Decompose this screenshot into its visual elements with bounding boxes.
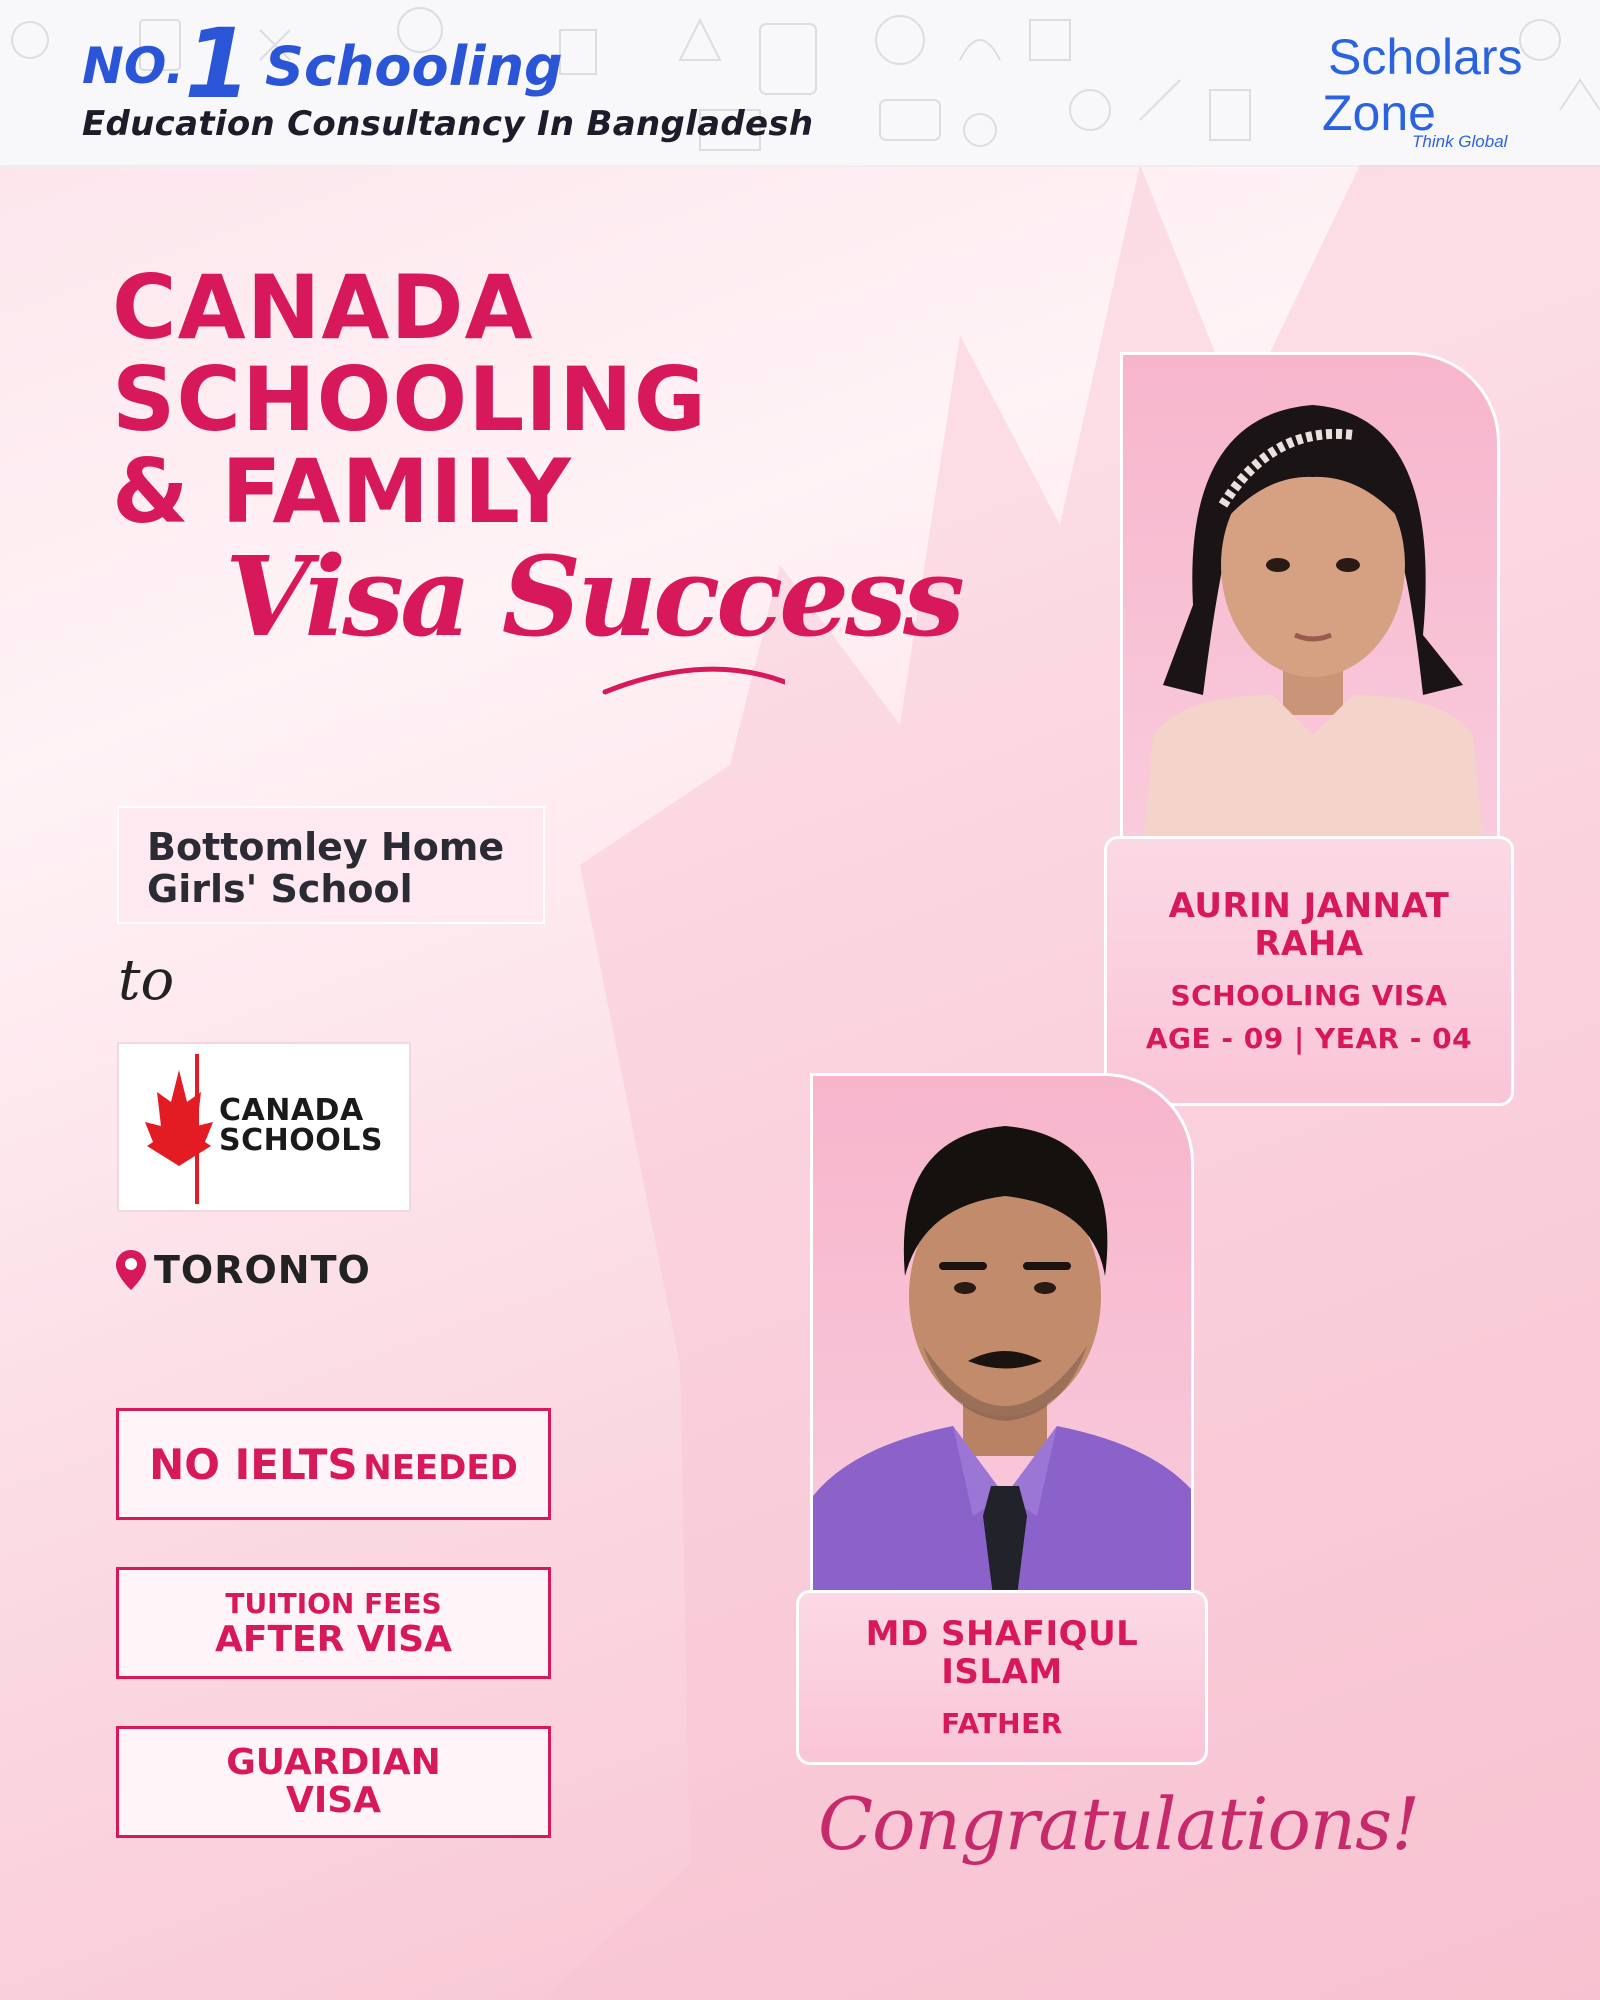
headline-line2: SCHOOLING (112, 348, 707, 451)
script-underline (225, 532, 961, 712)
logo-slogan: Think Global (1412, 132, 1508, 151)
logo-line2: Zone (1322, 85, 1436, 141)
location (116, 1248, 371, 1292)
logo-line1: Scholars (1328, 29, 1523, 85)
scholars-zone-logo (1270, 12, 1523, 157)
tagline: Education Consultancy In Bangladesh (82, 104, 814, 144)
guardian-card (796, 1590, 1208, 1765)
student-card (1104, 836, 1514, 1106)
feature-text: NO IELTS (149, 1439, 358, 1489)
badge-prefix: NO. (82, 37, 185, 95)
feature-text: AFTER VISA (215, 1619, 452, 1660)
number-one-badge (82, 8, 563, 120)
canada-schools-logo (117, 1042, 411, 1212)
cs-line1: CANADA (219, 1093, 364, 1128)
headline-line3: & FAMILY (112, 440, 572, 543)
header-band (0, 0, 1600, 167)
guardian-name-line2: ISLAM (941, 1652, 1063, 1692)
from-school-box: Bottomley Home Girls' School (117, 806, 545, 924)
badge-word: Schooling (265, 35, 563, 98)
headline (112, 256, 707, 543)
guardian-photo (810, 1073, 1194, 1593)
student-visa-type: SCHOOLING VISA (1170, 979, 1448, 1012)
feature-guardian (116, 1726, 551, 1838)
feature-no-ielts (116, 1408, 551, 1520)
student-name-line2: RAHA (1254, 924, 1364, 964)
feature-text: TUITION FEES (225, 1587, 442, 1620)
feature-text: GUARDIAN (226, 1742, 441, 1783)
cs-line2: SCHOOLS (219, 1123, 383, 1158)
city-name: TORONTO (154, 1248, 371, 1292)
feature-tuition (116, 1567, 551, 1679)
feature-text: NEEDED (363, 1447, 518, 1488)
student-details: AGE - 09 | YEAR - 04 (1145, 1022, 1473, 1055)
guardian-name-line1: MD SHAFIQUL (865, 1614, 1139, 1654)
map-pin-icon (116, 1250, 146, 1290)
badge-number: 1 (184, 8, 252, 120)
congratulations-script: Congratulations! (818, 1782, 1420, 1866)
student-photo (1120, 352, 1500, 840)
maple-leaf-icon (135, 1054, 231, 1204)
headline-line1: CANADA (112, 256, 534, 359)
visa-success-script (225, 532, 961, 712)
student-name-line1: AURIN JANNAT (1168, 886, 1450, 926)
guardian-relation: FATHER (941, 1707, 1063, 1740)
script-text: Visa Success (225, 532, 961, 661)
feature-text: VISA (285, 1780, 382, 1821)
connector-to: to (118, 948, 175, 1013)
canada-schools-text (219, 1093, 383, 1158)
